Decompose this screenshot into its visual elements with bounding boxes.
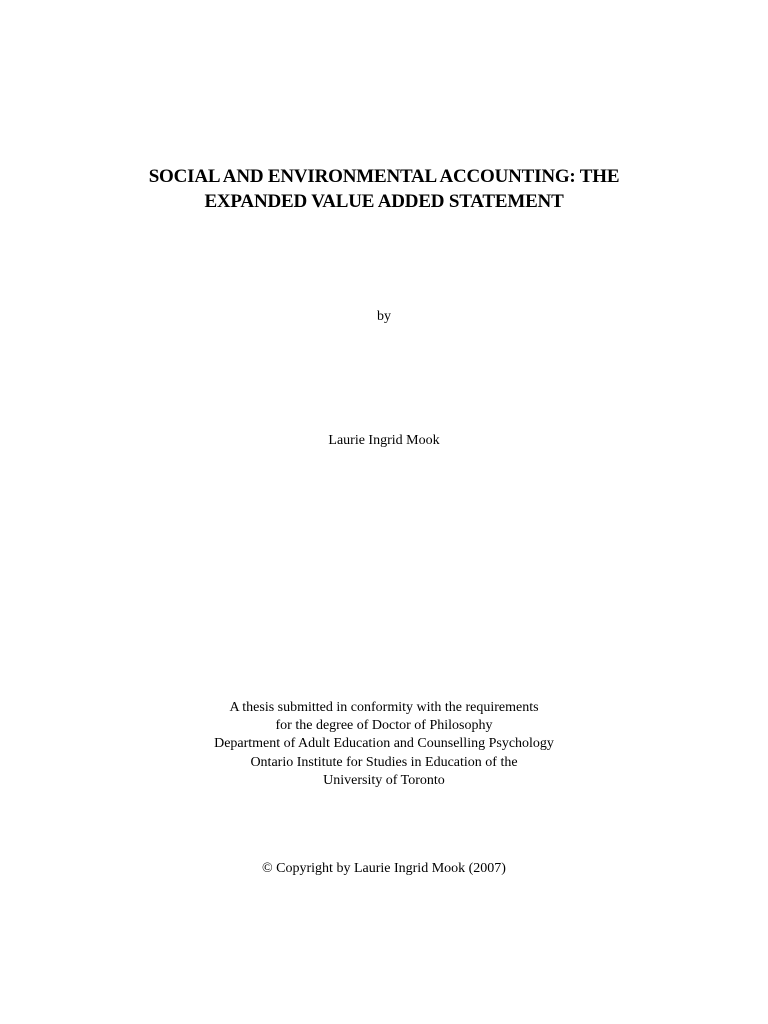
thesis-title — [0, 164, 768, 214]
department-line: Department of Adult Education and Counselling Psychology — [214, 736, 554, 752]
degree-statement-line-1: A thesis submitted in conformity with the requirements — [229, 700, 539, 715]
byline: by — [377, 309, 391, 324]
institute-line: Ontario Institute for Studies in Education of the — [250, 754, 518, 770]
author-name: Laurie Ingrid Mook — [328, 433, 440, 448]
thesis-title-line-1: SOCIAL AND ENVIRONMENTAL ACCOUNTING: THE — [148, 166, 620, 187]
copyright-notice: © Copyright by Laurie Ingrid Mook (2007) — [262, 861, 506, 876]
thesis-title-line-2: EXPANDED VALUE ADDED STATEMENT — [204, 191, 564, 212]
university-line: University of Toronto — [323, 772, 445, 788]
degree-statement-line-2: for the degree of Doctor of Philosophy — [275, 718, 493, 734]
degree-statement — [0, 699, 768, 790]
